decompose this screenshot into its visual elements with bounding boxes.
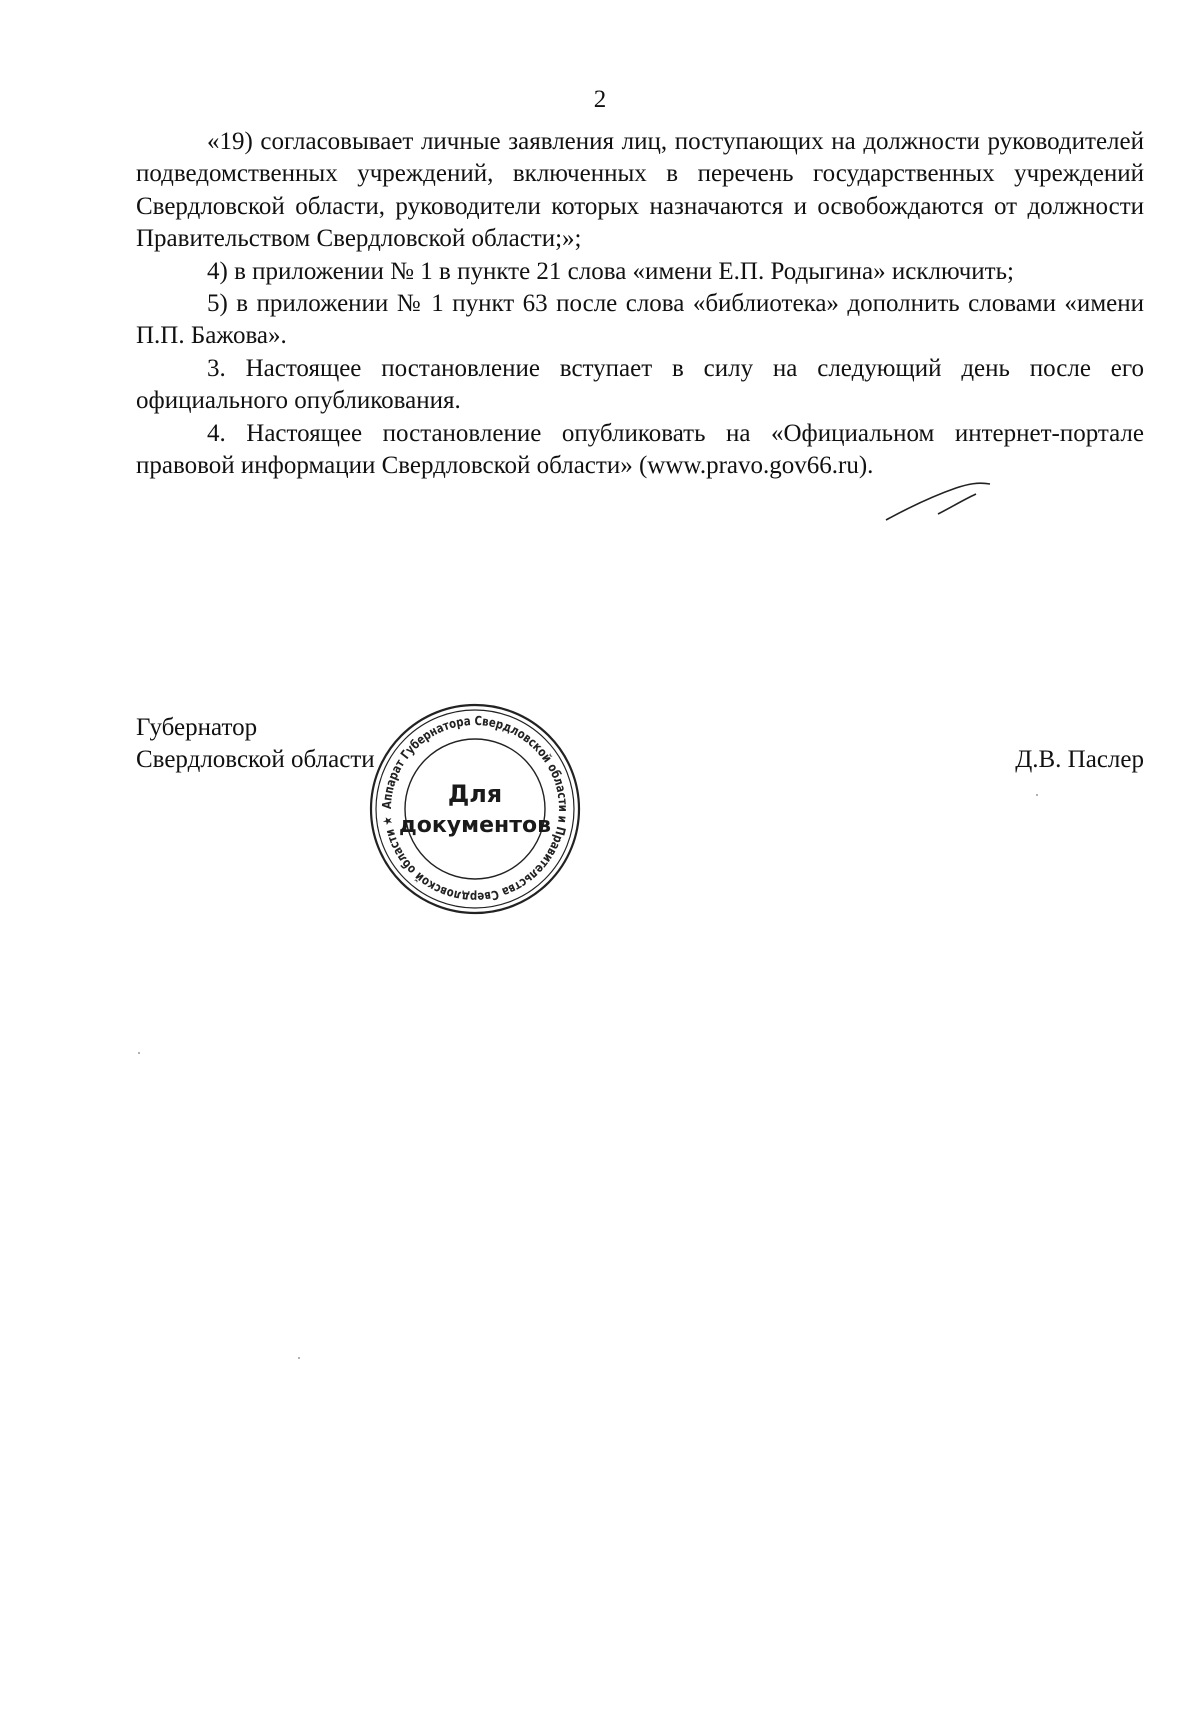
paragraph-item-19: «19) согласовывает личные заявления лиц, поступающих на должности руководителей подведомственных учреждений, включенных в перечень государственных учреждений Свердловской области, руководители которых назначаются и освобождаются от должности Правительством Свердловской области;»;: [136, 128, 1144, 253]
paragraph-clause-3: 3. Настоящее постановление вступает в силу на следующий день после его официального опубликования.: [136, 354, 1144, 415]
official-seal-stamp: [368, 702, 582, 916]
seal-center-line1: Для: [447, 780, 503, 808]
signature-title: [136, 712, 375, 776]
signature-name: Д.В. Паслер: [1015, 746, 1144, 773]
scan-speck: [298, 1357, 300, 1359]
paragraph-item-5: 5) в приложении № 1 пункт 63 после слова «библиотека» дополнить словами «имени П.П. Бажова».: [136, 290, 1144, 350]
scan-speck: [1036, 794, 1038, 796]
seal-ring-text: Аппарат Губернатора Свердловской области и Правительства Свердловской области ★: [378, 712, 572, 906]
paragraph-item-4: 4) в приложении № 1 в пункте 21 слова «имени Е.П. Родыгина» исключить;: [207, 257, 1014, 285]
signature-title-line1: Губернатор: [136, 714, 258, 741]
document-body: [136, 126, 1144, 482]
paragraph-clause-4: 4. Настоящее постановление опубликовать на «Официальном интернет-портале правовой информации Свердловской области» (www.pravo.gov66.ru).: [136, 419, 1144, 480]
scan-speck: [138, 1052, 140, 1054]
handwritten-mark: [878, 478, 1008, 528]
seal-center-line2: документов: [398, 813, 552, 838]
signature-title-line2: Свердловской области: [136, 746, 375, 773]
page-number: 2: [593, 86, 607, 113]
